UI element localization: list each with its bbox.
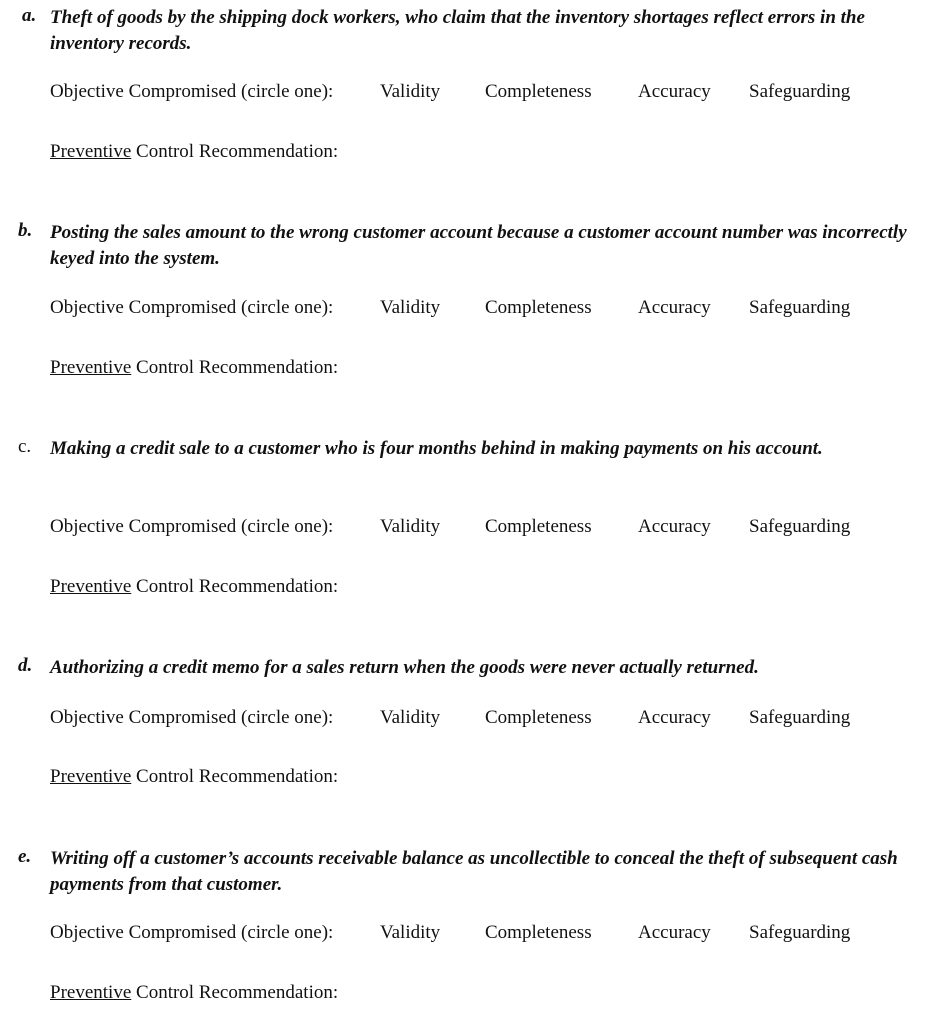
preventive-word: Preventive [50,576,132,597]
question-text: Authorizing a credit memo for a sales return when the goods were never actually returned. [50,657,759,678]
item-letter: b. [18,220,33,241]
option-completeness[interactable]: Completeness [485,707,592,728]
option-validity[interactable]: Validity [380,516,441,537]
control-recommendation-label: Control Recommendation: [131,766,339,787]
objective-label: Objective Compromised (circle one): [50,81,334,102]
question-text: Posting the sales amount to the wrong customer account because a customer account number was incorrectly keyed into the system. [50,222,907,269]
preventive-row [50,139,338,165]
question-text: Writing off a customer’s accounts receivable balance as uncollectible to conceal the theft of subsequent cash payments from that customer. [50,848,898,895]
option-completeness[interactable]: Completeness [485,922,592,943]
question-text: Making a credit sale to a customer who is four months behind in making payments on his account. [50,438,823,459]
item-letter: e. [18,846,32,867]
option-accuracy[interactable]: Accuracy [638,922,711,943]
option-safeguarding[interactable]: Safeguarding [749,707,851,728]
control-recommendation-label: Control Recommendation: [131,357,339,378]
objective-label: Objective Compromised (circle one): [50,516,334,537]
option-accuracy[interactable]: Accuracy [638,81,711,102]
option-safeguarding[interactable]: Safeguarding [749,516,851,537]
option-completeness[interactable]: Completeness [485,516,592,537]
preventive-row [50,574,338,600]
option-validity[interactable]: Validity [380,922,441,943]
option-validity[interactable]: Validity [380,707,441,728]
preventive-row [50,355,338,381]
item-letter: c. [18,436,32,457]
preventive-word: Preventive [50,357,132,378]
preventive-row [50,764,338,790]
preventive-word: Preventive [50,141,132,162]
option-accuracy[interactable]: Accuracy [638,516,711,537]
control-recommendation-label: Control Recommendation: [131,982,339,1003]
preventive-row [50,980,338,1006]
option-safeguarding[interactable]: Safeguarding [749,922,851,943]
option-accuracy[interactable]: Accuracy [638,707,711,728]
objective-label: Objective Compromised (circle one): [50,707,334,728]
control-recommendation-label: Control Recommendation: [131,141,339,162]
control-recommendation-label: Control Recommendation: [131,576,339,597]
option-completeness[interactable]: Completeness [485,297,592,318]
option-safeguarding[interactable]: Safeguarding [749,81,851,102]
item-letter: d. [18,655,33,676]
objective-label: Objective Compromised (circle one): [50,297,334,318]
item-letter: a. [22,5,37,26]
preventive-word: Preventive [50,982,132,1003]
option-safeguarding[interactable]: Safeguarding [749,297,851,318]
preventive-word: Preventive [50,766,132,787]
objective-label: Objective Compromised (circle one): [50,922,334,943]
question-text: Theft of goods by the shipping dock workers, who claim that the inventory shortages reflect errors in the inventory records. [50,7,865,54]
option-validity[interactable]: Validity [380,297,441,318]
option-validity[interactable]: Validity [380,81,441,102]
option-accuracy[interactable]: Accuracy [638,297,711,318]
option-completeness[interactable]: Completeness [485,81,592,102]
